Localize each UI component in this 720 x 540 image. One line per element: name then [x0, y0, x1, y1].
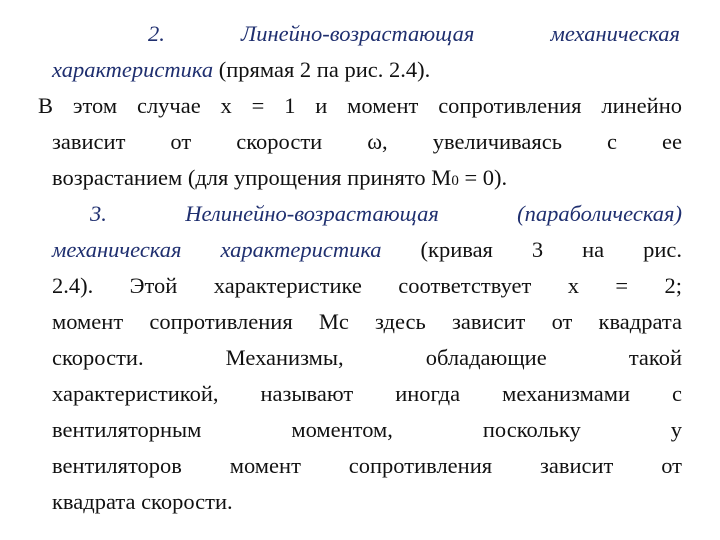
line-9-text: момент сопротивления Мс здесь зависит от квадрата	[52, 309, 682, 334]
line-11-text: характеристикой, называют иногда механизмами с	[52, 381, 682, 406]
m0-subscript: 0	[451, 173, 459, 189]
line-12	[52, 412, 682, 448]
line-3	[38, 88, 682, 124]
heading-nonlinear	[90, 196, 682, 232]
line-8	[52, 268, 682, 304]
line-14-text: квадрата скорости.	[52, 489, 233, 514]
line-2	[52, 52, 430, 88]
line-2-rest: (прямая 2 па рис. 2.4).	[213, 57, 431, 82]
line-13	[52, 448, 682, 484]
line-10	[52, 340, 682, 376]
line-4	[52, 124, 682, 160]
term-mechanical-characteristic: механическая характеристика	[52, 237, 382, 262]
line-7	[52, 232, 682, 268]
heading-linear	[148, 16, 680, 52]
term-characteristic: характеристика	[52, 57, 214, 82]
heading-nonlinear-text: 3. Нелинейно-возрастающая (параболическая)	[90, 201, 682, 226]
line-13-text: вентиляторов момент сопротивления зависит от	[52, 453, 682, 478]
line-8-text: 2.4). Этой характеристике соответствует х = 2;	[52, 273, 682, 298]
line-3-text: В этом случае х = 1 и момент сопротивления линейно	[38, 93, 682, 118]
line-12-text: вентиляторным моментом, поскольку у	[52, 417, 682, 442]
line-4-text: зависит от скорости ω, увеличиваясь с ее	[52, 129, 682, 154]
line-14	[52, 484, 233, 520]
heading-linear-text: 2. Линейно-возрастающая механическая	[148, 21, 680, 46]
line-5	[52, 160, 507, 199]
line-9	[52, 304, 682, 340]
line-5-rest: = 0).	[458, 165, 508, 190]
line-10-text: скорости. Механизмы, обладающие такой	[52, 345, 682, 370]
line-11	[52, 376, 682, 412]
line-5-text: возрастанием (для упрощения принято М	[52, 165, 452, 190]
line-7-rest: (кривая 3 на рис.	[381, 237, 682, 262]
